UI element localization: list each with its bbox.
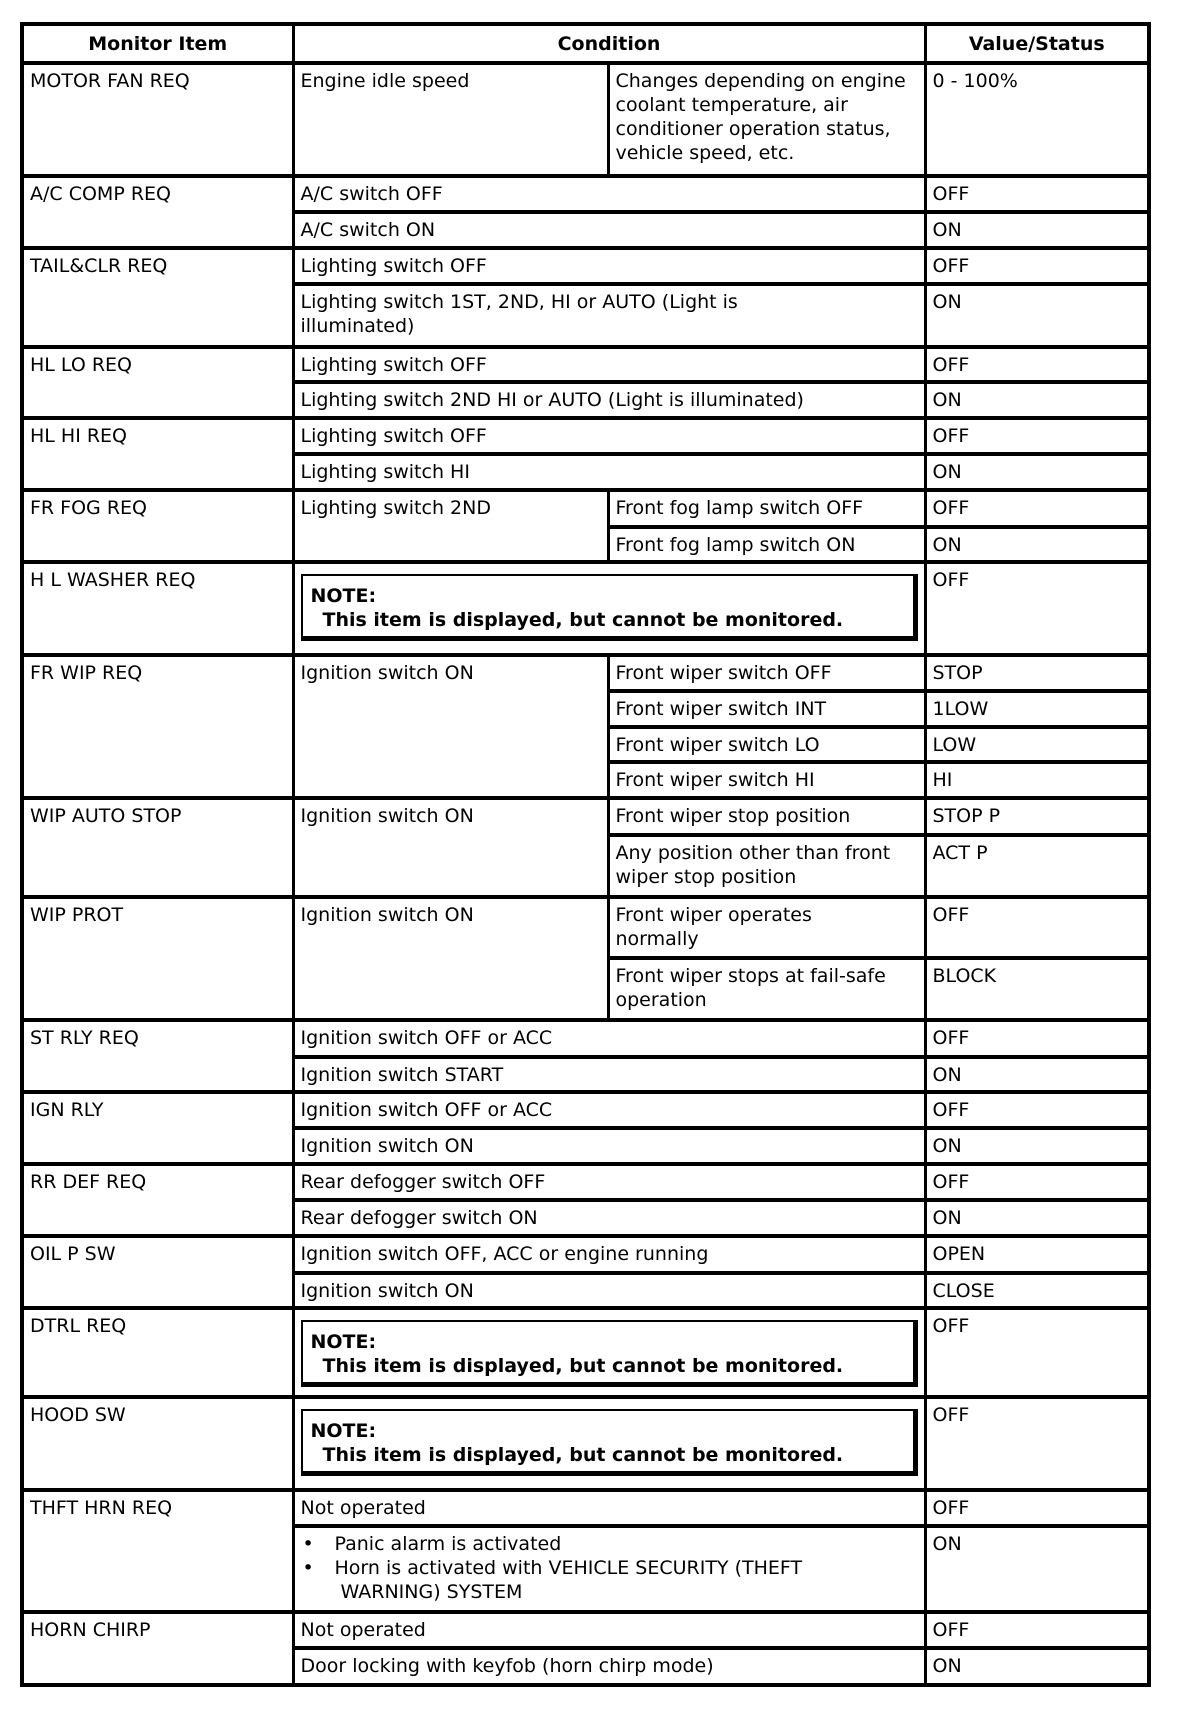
value-cell: ON bbox=[925, 284, 1149, 347]
subcondition-cell: Front wiper stops at fail-safe operation bbox=[608, 958, 925, 1020]
bullet-item: • Panic alarm is activated bbox=[301, 1532, 918, 1556]
monitor-item-cell: ST RLY REQ bbox=[22, 1020, 293, 1092]
value-cell: OFF bbox=[925, 1308, 1149, 1397]
subcondition-cell: Changes depending on engine coolant temperature, air conditioner operation status, vehicle speed, etc. bbox=[608, 63, 925, 176]
condition-bullet-list bbox=[301, 1532, 918, 1604]
condition-cell: Rear defogger switch ON bbox=[293, 1200, 925, 1236]
note-cell bbox=[293, 1308, 925, 1397]
table-row bbox=[22, 418, 1149, 454]
monitor-table bbox=[20, 22, 1151, 1687]
monitor-item-cell: FR WIP REQ bbox=[22, 655, 293, 798]
condition-cell: Ignition switch ON bbox=[293, 897, 608, 1020]
header-value-status: Value/Status bbox=[925, 24, 1149, 63]
table-row bbox=[22, 1397, 1149, 1490]
condition-cell: Not operated bbox=[293, 1612, 925, 1648]
condition-cell: Lighting switch OFF bbox=[293, 418, 925, 454]
value-cell: OFF bbox=[925, 1397, 1149, 1490]
monitor-table-container bbox=[20, 22, 1151, 1687]
condition-cell: Lighting switch OFF bbox=[293, 347, 925, 382]
monitor-item-cell: HL HI REQ bbox=[22, 418, 293, 490]
condition-cell: Lighting switch 2ND bbox=[293, 490, 608, 562]
note-box bbox=[301, 574, 918, 641]
condition-cell: Ignition switch START bbox=[293, 1057, 925, 1092]
value-cell: ACT P bbox=[925, 835, 1149, 897]
table-row bbox=[22, 897, 1149, 958]
table-row bbox=[22, 1308, 1149, 1397]
header-monitor-item: Monitor Item bbox=[22, 24, 293, 63]
note-cell bbox=[293, 1397, 925, 1490]
condition-cell: Rear defogger switch OFF bbox=[293, 1164, 925, 1200]
value-cell: OFF bbox=[925, 1164, 1149, 1200]
monitor-item-cell: HL LO REQ bbox=[22, 347, 293, 418]
value-cell: LOW bbox=[925, 727, 1149, 762]
value-cell: ON bbox=[925, 1648, 1149, 1685]
condition-cell: Door locking with keyfob (horn chirp mode) bbox=[293, 1648, 925, 1685]
note-body: This item is displayed, but cannot be monitored. bbox=[322, 609, 844, 631]
value-cell: ON bbox=[925, 1200, 1149, 1236]
value-cell: 0 - 100% bbox=[925, 63, 1149, 176]
condition-cell: A/C switch OFF bbox=[293, 176, 925, 212]
condition-cell: Lighting switch 1ST, 2ND, HI or AUTO (Light is illuminated) bbox=[293, 284, 925, 347]
value-cell: CLOSE bbox=[925, 1273, 1149, 1308]
table-row bbox=[22, 490, 1149, 527]
header-row bbox=[22, 24, 1149, 63]
value-cell: 1LOW bbox=[925, 691, 1149, 727]
note-title: NOTE: bbox=[310, 1331, 377, 1353]
value-cell: OFF bbox=[925, 248, 1149, 284]
note-box bbox=[301, 1409, 918, 1476]
monitor-item-cell: A/C COMP REQ bbox=[22, 176, 293, 248]
subcondition-cell: Front wiper switch INT bbox=[608, 691, 925, 727]
value-cell: OFF bbox=[925, 1020, 1149, 1057]
condition-cell: A/C switch ON bbox=[293, 212, 925, 248]
table-row bbox=[22, 798, 1149, 835]
condition-cell: Lighting switch 2ND HI or AUTO (Light is illuminated) bbox=[293, 382, 925, 418]
value-cell: OFF bbox=[925, 1490, 1149, 1526]
condition-cell: Engine idle speed bbox=[293, 63, 608, 176]
bullet-item bbox=[301, 1556, 918, 1604]
monitor-item-cell: TAIL&CLR REQ bbox=[22, 248, 293, 347]
value-cell: ON bbox=[925, 527, 1149, 562]
table-row bbox=[22, 655, 1149, 691]
condition-cell: Ignition switch OFF, ACC or engine running bbox=[293, 1236, 925, 1273]
header-condition: Condition bbox=[293, 24, 925, 63]
table-row bbox=[22, 1164, 1149, 1200]
value-cell: OPEN bbox=[925, 1236, 1149, 1273]
value-cell: OFF bbox=[925, 1092, 1149, 1128]
subcondition-cell: Front wiper operates normally bbox=[608, 897, 925, 958]
condition-cell bbox=[293, 1526, 925, 1612]
value-cell: ON bbox=[925, 1128, 1149, 1164]
subcondition-cell: Front wiper stop position bbox=[608, 798, 925, 835]
table-row bbox=[22, 1490, 1149, 1526]
bullet-text: Horn is activated with VEHICLE SECURITY (THEFT bbox=[334, 1557, 803, 1579]
condition-cell: Lighting switch OFF bbox=[293, 248, 925, 284]
value-cell: ON bbox=[925, 1057, 1149, 1092]
table-row bbox=[22, 1612, 1149, 1648]
table-row bbox=[22, 248, 1149, 284]
note-title: NOTE: bbox=[310, 1420, 377, 1442]
value-cell: STOP bbox=[925, 655, 1149, 691]
value-cell: STOP P bbox=[925, 798, 1149, 835]
value-cell: OFF bbox=[925, 1612, 1149, 1648]
subcondition-cell: Front wiper switch HI bbox=[608, 762, 925, 798]
table-row bbox=[22, 1020, 1149, 1057]
note-body: This item is displayed, but cannot be monitored. bbox=[322, 1444, 844, 1466]
subcondition-cell: Front wiper switch OFF bbox=[608, 655, 925, 691]
condition-cell: Lighting switch HI bbox=[293, 454, 925, 490]
subcondition-cell: Front fog lamp switch OFF bbox=[608, 490, 925, 527]
value-cell: ON bbox=[925, 454, 1149, 490]
note-cell bbox=[293, 562, 925, 655]
value-cell: OFF bbox=[925, 562, 1149, 655]
condition-cell: Ignition switch ON bbox=[293, 1128, 925, 1164]
monitor-item-cell: RR DEF REQ bbox=[22, 1164, 293, 1236]
note-title: NOTE: bbox=[310, 585, 377, 607]
value-cell: OFF bbox=[925, 176, 1149, 212]
bullet-text-continuation: WARNING) SYSTEM bbox=[340, 1581, 523, 1603]
note-body: This item is displayed, but cannot be monitored. bbox=[322, 1355, 844, 1377]
condition-cell: Ignition switch OFF or ACC bbox=[293, 1092, 925, 1128]
value-cell: ON bbox=[925, 212, 1149, 248]
table-row bbox=[22, 1236, 1149, 1273]
table-row bbox=[22, 347, 1149, 382]
subcondition-cell: Front fog lamp switch ON bbox=[608, 527, 925, 562]
value-cell: HI bbox=[925, 762, 1149, 798]
table-row bbox=[22, 63, 1149, 176]
condition-cell: Not operated bbox=[293, 1490, 925, 1526]
value-cell: OFF bbox=[925, 418, 1149, 454]
monitor-item-cell: HOOD SW bbox=[22, 1397, 293, 1490]
monitor-item-cell: WIP PROT bbox=[22, 897, 293, 1020]
table-row bbox=[22, 1092, 1149, 1128]
subcondition-cell: Any position other than front wiper stop position bbox=[608, 835, 925, 897]
monitor-item-cell: THFT HRN REQ bbox=[22, 1490, 293, 1612]
monitor-item-cell: MOTOR FAN REQ bbox=[22, 63, 293, 176]
subcondition-cell: Front wiper switch LO bbox=[608, 727, 925, 762]
value-cell: OFF bbox=[925, 347, 1149, 382]
monitor-item-cell: IGN RLY bbox=[22, 1092, 293, 1164]
condition-cell: Ignition switch ON bbox=[293, 798, 608, 897]
monitor-item-cell: FR FOG REQ bbox=[22, 490, 293, 562]
monitor-item-cell: WIP AUTO STOP bbox=[22, 798, 293, 897]
monitor-item-cell: HORN CHIRP bbox=[22, 1612, 293, 1685]
condition-cell: Ignition switch OFF or ACC bbox=[293, 1020, 925, 1057]
monitor-item-cell: OIL P SW bbox=[22, 1236, 293, 1308]
value-cell: OFF bbox=[925, 897, 1149, 958]
monitor-item-cell: DTRL REQ bbox=[22, 1308, 293, 1397]
value-cell: ON bbox=[925, 382, 1149, 418]
table-row bbox=[22, 562, 1149, 655]
note-box bbox=[301, 1320, 918, 1387]
value-cell: ON bbox=[925, 1526, 1149, 1612]
value-cell: OFF bbox=[925, 490, 1149, 527]
condition-cell: Ignition switch ON bbox=[293, 1273, 925, 1308]
condition-cell: Ignition switch ON bbox=[293, 655, 608, 798]
table-row bbox=[22, 176, 1149, 212]
monitor-item-cell: H L WASHER REQ bbox=[22, 562, 293, 655]
value-cell: BLOCK bbox=[925, 958, 1149, 1020]
